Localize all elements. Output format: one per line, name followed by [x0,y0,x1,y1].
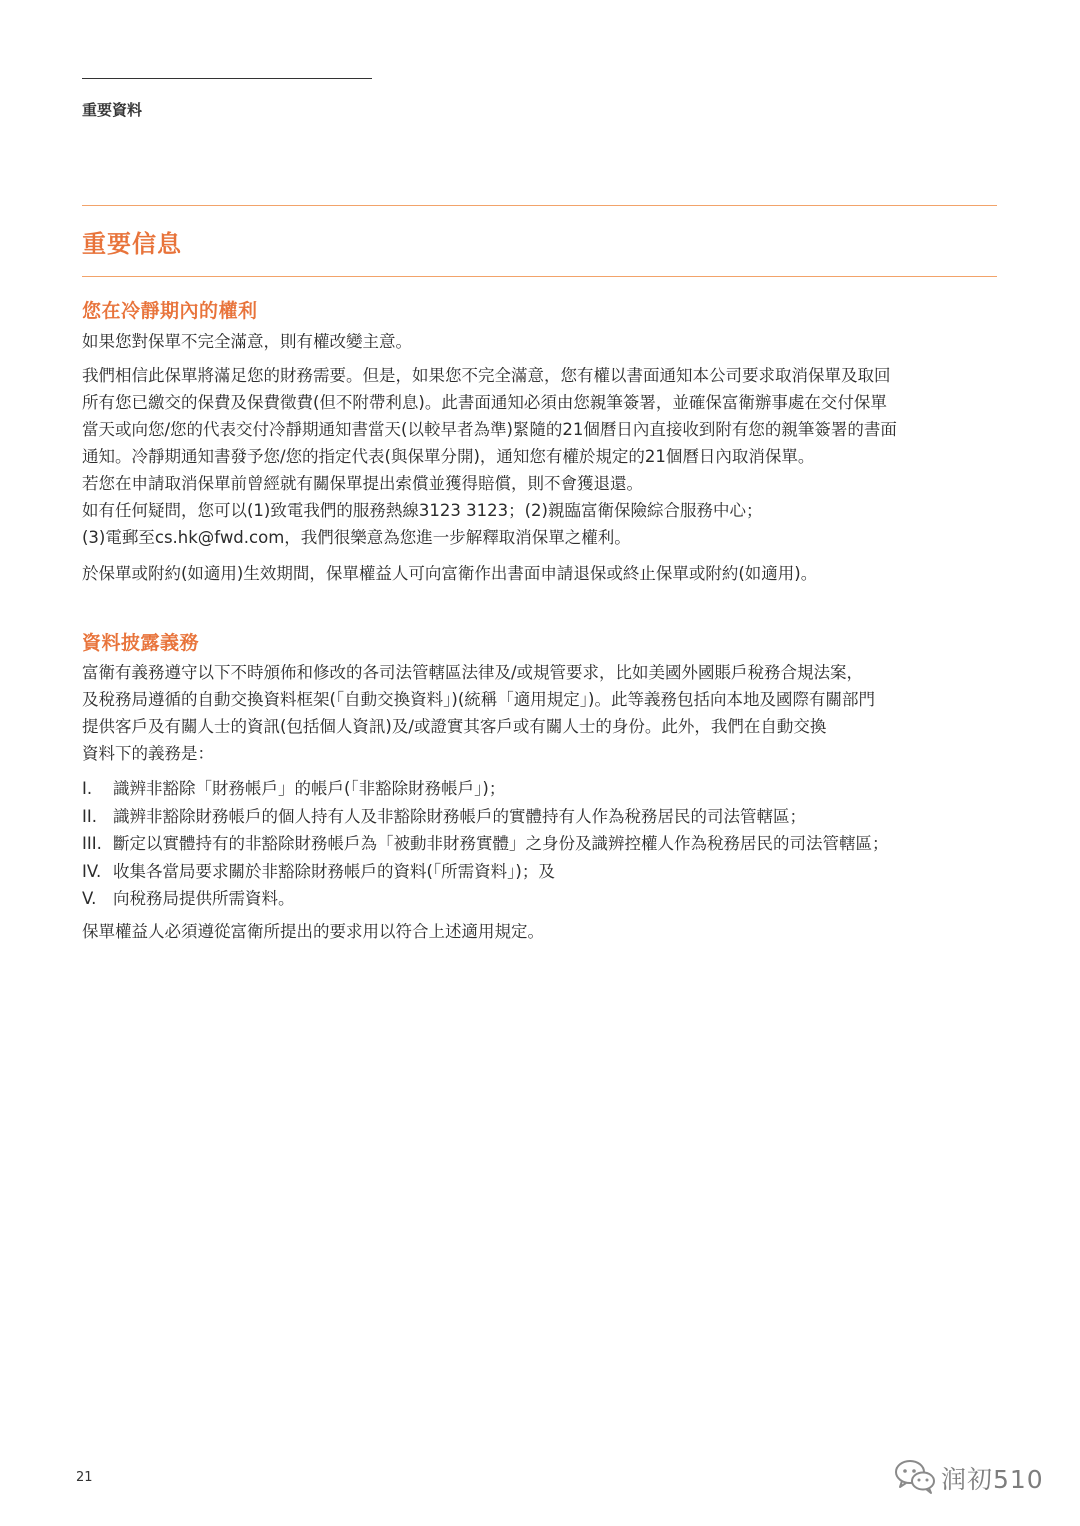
paragraph-line: 如有任何疑問，您可以(1)致電我們的服務熱線3123 3123；(2)親臨富衛保險綜合服務中心； [82,501,763,520]
list-number: V. [82,889,97,908]
paragraph-line: 如果您對保單不完全滿意，則有權改變主意。 [82,332,412,351]
paragraph-line: 所有您已繳交的保費及保費徵費(但不附帶利息)。此書面通知必須由您親筆簽署，並確保富衛辦事處在交付保單 [82,393,887,412]
paragraph-line: 提供客戶及有關人士的資訊(包括個人資訊)及/或證實其客戶或有關人士的身份。此外，我們在自動交換 [82,717,827,736]
watermark-text: 润初510 [941,1465,1044,1494]
paragraph-line: 若您在申請取消保單前曾經就有關保單提出索償並獲得賠償，則不會獲退還。 [82,474,643,493]
paragraph [82,659,1012,767]
page-number: 21 [76,1470,93,1485]
paragraph-line: 富衛有義務遵守以下不時頒佈和修改的各司法管轄區法律及/或規管要求，比如美國外國賬戶稅務合規法案， [82,663,864,682]
paragraph [82,918,1012,945]
section-heading-cooling-off: 您在冷靜期內的權利 [82,300,258,322]
paragraph [82,560,1012,587]
paragraph-line: 當天或向您/您的代表交付冷靜期通知書當天(以較早者為準)緊隨的21個曆日內直接收到附有您的親筆簽署的書面 [82,420,897,439]
obligations-list [82,775,1012,913]
header-label: 重要資料 [82,101,143,119]
paragraph [82,328,1012,355]
watermark [893,1456,1044,1500]
list-number: II. [82,806,97,826]
list-item [82,803,1012,831]
list-item [82,830,1012,858]
paragraph [82,362,1012,551]
title-top-rule [82,205,997,206]
paragraph-line: 於保單或附約(如適用)生效期間，保單權益人可向富衛作出書面申請退保或終止保單或附約(如適用)。 [82,564,818,583]
paragraph-line: 及稅務局遵循的自動交換資料框架(「自動交換資料」)(統稱「適用規定」)。此等義務包括向本地及國際有關部門 [82,690,875,709]
paragraph-line: 保單權益人必須遵從富衛所提出的要求用以符合上述適用規定。 [82,922,544,941]
list-text: 識辨非豁除「財務帳戶」的帳戶(「非豁除財務帳戶」)； [113,779,506,798]
paragraph-line: 通知。冷靜期通知書發予您/您的指定代表(與保單分開)，通知您有權於規定的21個曆日內取消保單。 [82,447,815,466]
page-title: 重要信息 [82,230,182,258]
paragraph-line: 我們相信此保單將滿足您的財務需要。但是，如果您不完全滿意，您有權以書面通知本公司要求取消保單及取回 [82,366,891,385]
section-heading-disclosure: 資料披露義務 [82,632,200,654]
list-number: IV. [82,861,102,881]
top-rule [82,78,372,79]
list-text: 識辨非豁除財務帳戶的個人持有人及非豁除財務帳戶的實體持有人作為稅務居民的司法管轄區； [113,806,806,826]
list-item [82,858,1012,886]
paragraph-line: 資料下的義務是： [82,744,214,763]
title-bottom-rule [82,276,997,277]
list-text: 斷定以實體持有的非豁除財務帳戶為「被動非財務實體」之身份及識辨控權人作為稅務居民的司法管轄區； [113,834,889,853]
paragraph-line: (3)電郵至cs.hk@fwd.com，我們很樂意為您進一步解釋取消保單之權利。 [82,528,631,547]
wechat-icon [893,1456,937,1500]
list-item [82,775,1012,803]
list-text: 收集各當局要求關於非豁除財務帳戶的資料(「所需資料」)；及 [113,861,555,881]
list-item [82,885,1012,913]
list-number: III. [82,834,102,853]
list-number: I. [82,779,93,798]
list-text: 向稅務局提供所需資料。 [113,889,295,908]
